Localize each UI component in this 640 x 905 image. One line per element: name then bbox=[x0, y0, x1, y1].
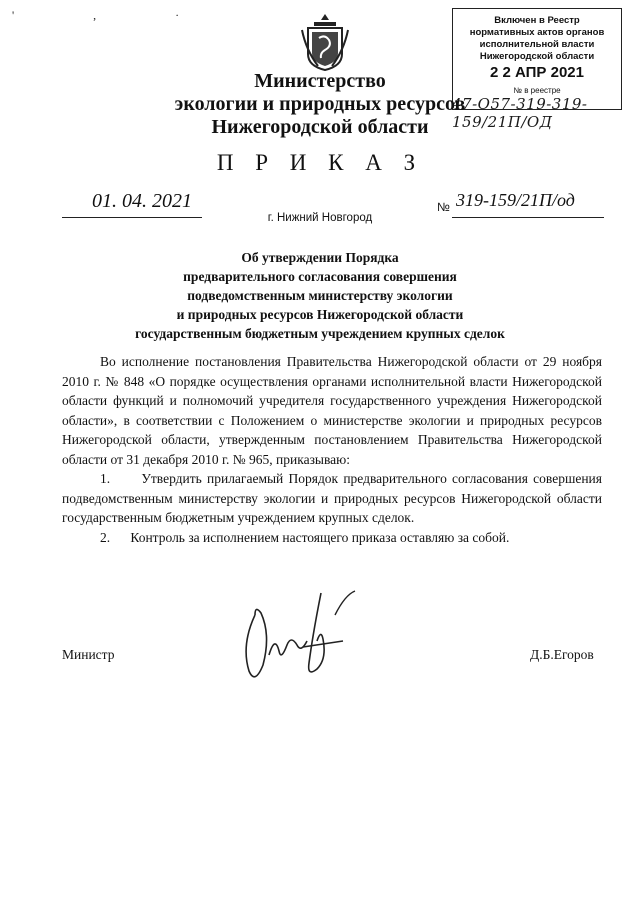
coat-of-arms-emblem bbox=[300, 12, 350, 72]
number-label: № bbox=[437, 200, 450, 214]
item-1: 1. Утвердить прилагаемый Порядок предварительного согласования совершения подведомственным министерству экологии и природных ресурсов Нижегородской области государственным бюджетным учреждением крупных сделок. bbox=[62, 471, 602, 525]
ministry-line: Министерство bbox=[254, 70, 386, 92]
corner-marks: ' , · bbox=[12, 8, 218, 22]
document-body bbox=[62, 352, 602, 547]
ministry-name bbox=[0, 70, 640, 139]
stamp-line-1: Включен в Реестр bbox=[494, 15, 580, 26]
title-line: государственным бюджетным учреждением крупных сделок bbox=[135, 326, 505, 341]
stamp-line-3: исполнительной власти bbox=[479, 39, 595, 50]
city: г. Нижний Новгород bbox=[267, 212, 373, 224]
ministry-line: экологии и природных ресурсов bbox=[174, 93, 466, 115]
document-type: П Р И К А З bbox=[216, 150, 424, 175]
signatory-name: Д.Б.Егоров bbox=[530, 647, 594, 662]
handwritten-number: 319-159/21П/од bbox=[456, 190, 575, 210]
stamp-reg-label: № в реестре bbox=[513, 86, 561, 95]
handwritten-date: 01. 04. 2021 bbox=[92, 190, 192, 212]
title-line: подведомственным министерству экологии bbox=[187, 288, 453, 303]
ministry-line: Нижегородской области bbox=[211, 116, 429, 138]
title-line: и природных ресурсов Нижегородской области bbox=[176, 307, 464, 322]
title-line: предварительного согласования совершения bbox=[183, 269, 457, 284]
handwritten-signature bbox=[225, 585, 365, 685]
stamp-date: 2 2 АПР 2021 bbox=[490, 64, 584, 81]
handwritten-registry-number: 47-О57-319-319-159/21П/ОД bbox=[452, 95, 588, 131]
document-title bbox=[0, 248, 640, 343]
intro-paragraph: Во исполнение постановления Правительства Нижегородской области от 29 ноября 2010 г. № 848 «О порядке осуществления органами исполнительной власти Нижегородской области функций и полномочий учредителя государственного учреждения Нижегородской области», в соответствии с Положением о министерстве экологии и природных ресурсов Нижегородской области, утвержденным постановлением Правительства Нижегородской области от 31 декабря 2010 г. № 965, приказываю: bbox=[62, 354, 602, 467]
stamp-line-2: нормативных актов органов bbox=[469, 27, 605, 38]
stamp-line-4: Нижегородской области bbox=[479, 51, 595, 62]
item-2: 2. Контроль за исполнением настоящего приказа оставляю за собой. bbox=[100, 529, 510, 545]
signatory-position: Министр bbox=[62, 647, 115, 662]
title-line: Об утверждении Порядка bbox=[241, 250, 399, 265]
